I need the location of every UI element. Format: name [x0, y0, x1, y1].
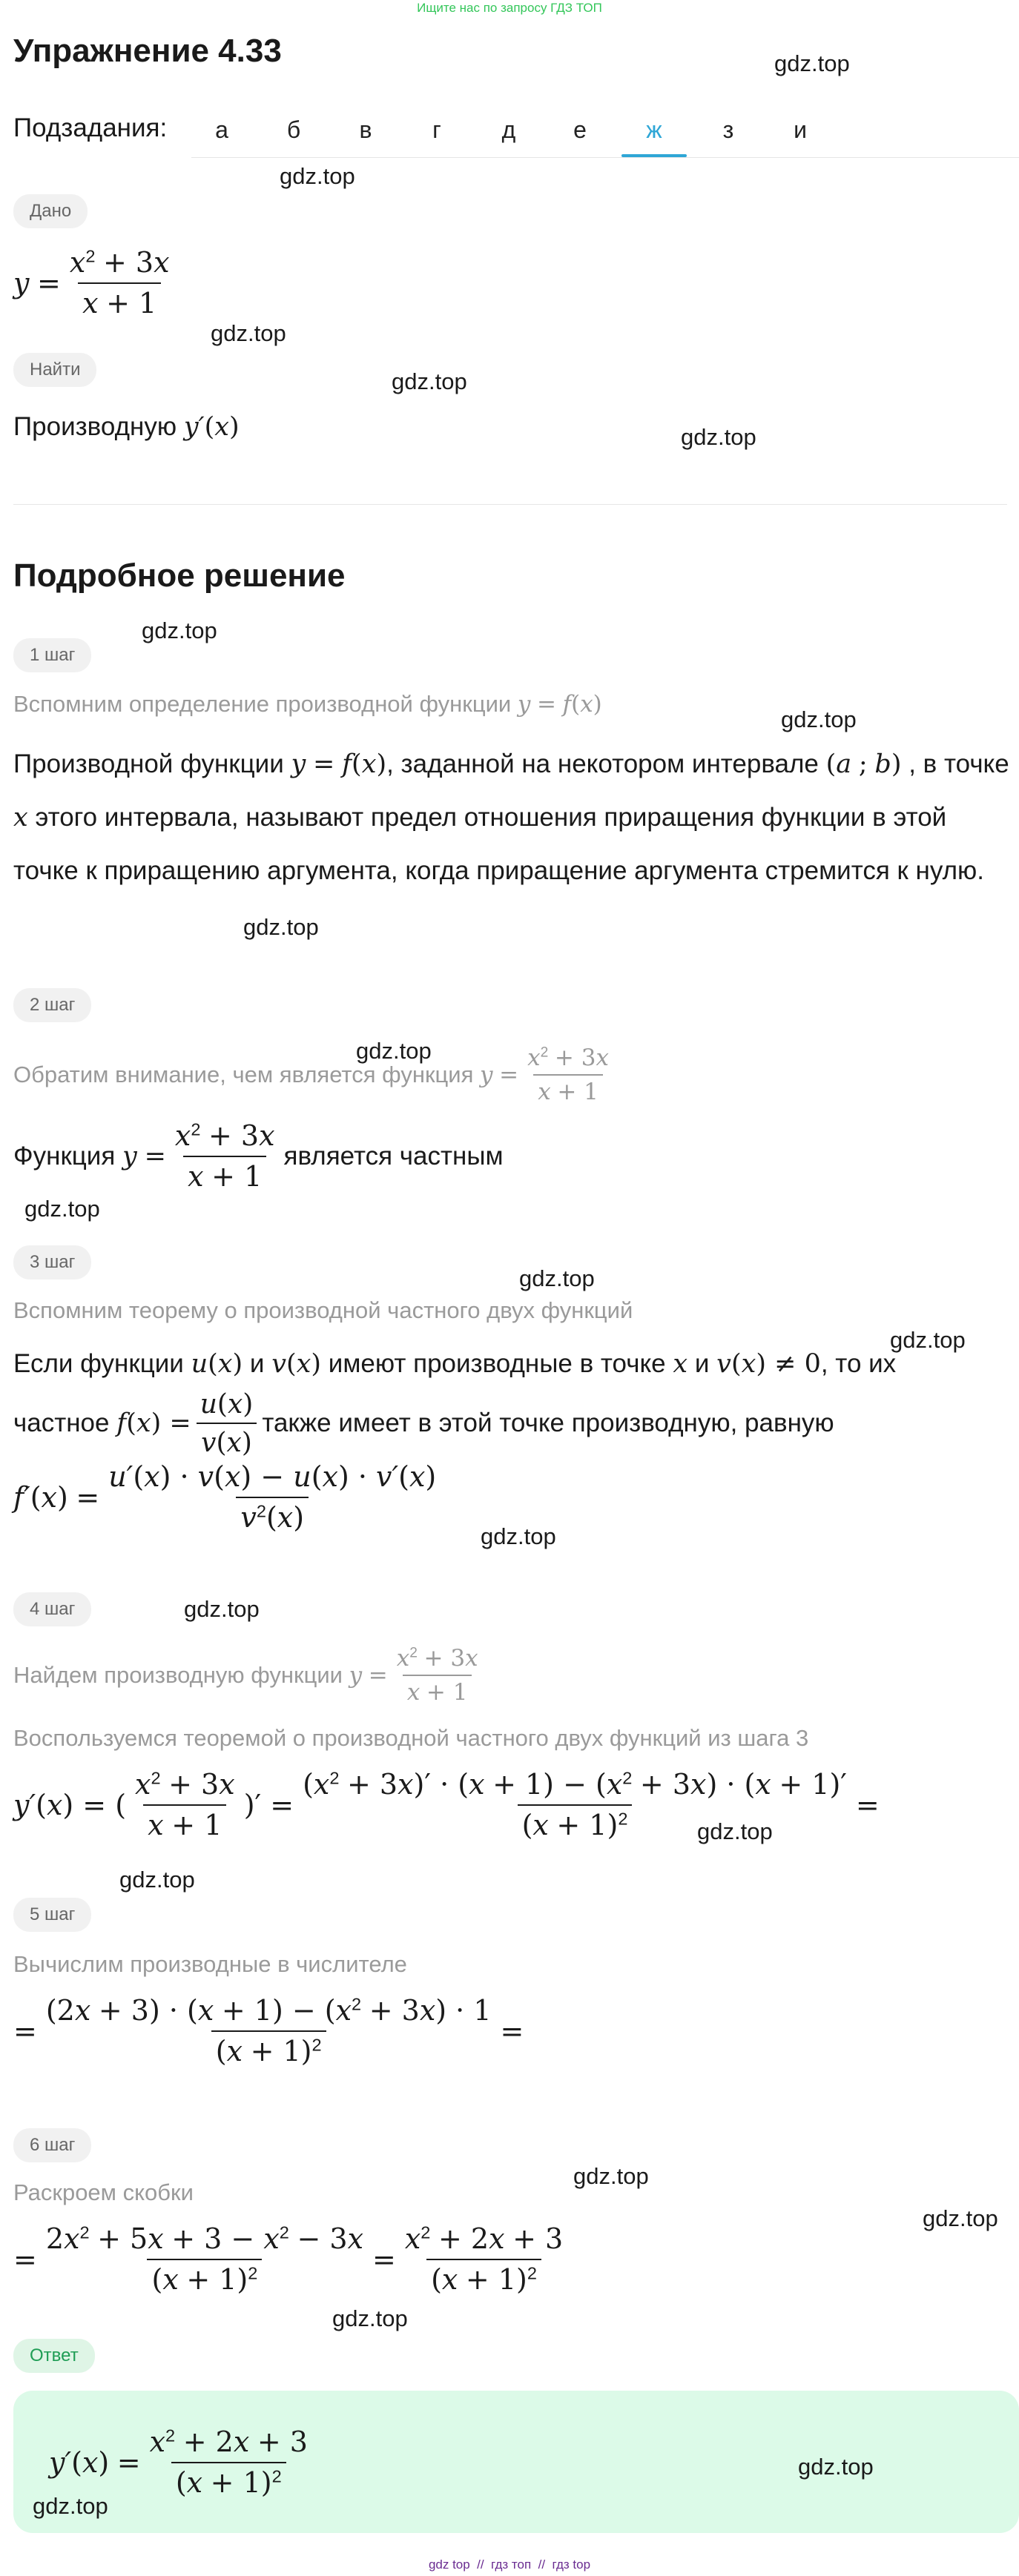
- find-text: Производную y′ ( x ): [13, 412, 240, 442]
- step-1-text-p1: Производной функции: [13, 749, 284, 778]
- step-2-lead: Обратим внимание, чем является функция y = $\frac{x^2 + 3x}{x + 1}$: [13, 1044, 609, 1105]
- watermark: gdz.top: [519, 1265, 595, 1291]
- step-1-text-p3: , в точке: [908, 749, 1009, 778]
- step-3-text-p7: также имеет в этой точке производную, равную: [262, 1408, 834, 1437]
- step-4-formula: y′ ( x ) = ( $\frac{x^2 + 3x}{x + 1}$ )′ = $\frac{(x^2 + 3x)' \cdot (x + 1) - (x^2 + 3x) \cdot (x + 1)'}{(x + 1)^2}$ =: [13, 1768, 880, 1841]
- step-3-formula: f′ ( x ) = $\frac{u'(x) \cdot v(x) - u(x) \cdot v'(x)}{v^2(x)}$: [13, 1460, 437, 1534]
- section-divider: [13, 504, 1007, 505]
- step-1-text: Производной функции y = f(x), заданной на некотором интервале (a ; b) , в точке x этого интервала, называют предел отношения приращения функции в этой точке к приращению аргумента, когда приращение аргумента стремится к нулю.: [13, 749, 1009, 885]
- tab-i[interactable]: и: [794, 116, 807, 143]
- tab-v[interactable]: в: [359, 116, 372, 143]
- watermark: gdz.top: [332, 2305, 408, 2331]
- page-title: Упражнение 4.33: [13, 33, 282, 69]
- tab-g[interactable]: г: [432, 116, 441, 143]
- step-6-lead: Раскроем скобки: [13, 2179, 194, 2205]
- watermark: gdz.top: [24, 1196, 100, 1222]
- watermark: gdz.top: [119, 1867, 195, 1893]
- watermark: gdz.top: [184, 1596, 260, 1622]
- watermark: gdz.top: [774, 50, 850, 76]
- step-3-text-p2: и: [249, 1349, 265, 1378]
- subtasks-divider: [191, 157, 1019, 158]
- active-tab-underline: [621, 154, 687, 157]
- subtasks-label: Подзадания:: [13, 113, 168, 142]
- watermark: gdz.top: [573, 2163, 649, 2189]
- watermark: gdz.top: [681, 424, 756, 450]
- step-1-text-p2: , заданной на некотором интервале: [386, 749, 819, 778]
- find-badge: Найти: [13, 353, 96, 387]
- given-formula: y = $\frac{x^2 + 3x}{x + 1}$: [13, 246, 170, 319]
- watermark: gdz.top: [142, 617, 217, 643]
- watermark: gdz.top: [33, 2493, 108, 2519]
- tab-b[interactable]: б: [286, 116, 301, 143]
- tab-e[interactable]: е: [573, 116, 587, 143]
- step-2-text-p1: Функция: [13, 1142, 116, 1171]
- step-4-lead-text: Найдем производную функции: [13, 1662, 343, 1688]
- find-label-text: Производную: [13, 412, 177, 441]
- watermark: gdz.top: [356, 1038, 432, 1064]
- given-badge: Дано: [13, 194, 88, 228]
- step-4-lead: Найдем производную функции y = $\frac{x^2 + 3x}{x + 1}$: [13, 1645, 478, 1706]
- solution-title: Подробное решение: [13, 557, 346, 594]
- step-3-text-p5: , то их: [820, 1349, 897, 1378]
- step-4-badge: 4 шаг: [13, 1592, 91, 1626]
- watermark: gdz.top: [781, 706, 857, 732]
- step-3-text-p3: имеют производные в точке: [328, 1349, 666, 1378]
- step-3-text-p1: Если функции: [13, 1349, 184, 1378]
- step-2-badge: 2 шаг: [13, 988, 91, 1022]
- step-3-lead: Вспомним теорему о производной частного двух функций: [13, 1297, 633, 1323]
- tab-a[interactable]: а: [215, 116, 228, 143]
- watermark: gdz.top: [798, 2454, 874, 2480]
- step-5-lead: Вычислим производные в числителе: [13, 1951, 407, 1977]
- step-6-badge: 6 шаг: [13, 2128, 91, 2162]
- watermark: gdz.top: [697, 1818, 773, 1844]
- step-3-badge: 3 шаг: [13, 1245, 91, 1279]
- step-5-badge: 5 шаг: [13, 1898, 91, 1932]
- step-4-lead-2: Воспользуемся теоремой о производной частного двух функций из шага 3: [13, 1725, 809, 1751]
- step-3-line-1: Если функции u ( x ) и v ( x ) имеют производные в точке x и v ( x ) ≠ 0 , то их: [13, 1349, 897, 1379]
- step-3-line-2: частное f ( x ) = $\frac{u(x)}{v(x)}$ также имеет в этой точке производную, равную: [13, 1389, 834, 1458]
- watermark: gdz.top: [392, 368, 467, 394]
- watermark: gdz.top: [280, 163, 355, 189]
- watermark: gdz.top: [243, 914, 319, 940]
- step-2-text-p2: является частным: [283, 1142, 504, 1171]
- step-2-lead-text: Обратим внимание, чем является функция: [13, 1062, 474, 1087]
- watermark: gdz.top: [211, 320, 286, 346]
- tab-z[interactable]: з: [722, 116, 734, 143]
- tab-d[interactable]: д: [501, 116, 516, 143]
- watermark: gdz.top: [923, 2205, 998, 2231]
- step-3-text-p6: частное: [13, 1408, 110, 1437]
- step-6-formula: = $\frac{2x^2 + 5x + 3 - x^2 - 3x}{(x + 1)^2}$ = $\frac{x^2 + 2x + 3}{(x + 1)^2}$: [13, 2222, 564, 2296]
- footer-links[interactable]: gdz top // гдз топ // гдз top: [428, 2557, 591, 2572]
- top-banner[interactable]: Ищите нас по запросу ГДЗ ТОП: [417, 1, 602, 15]
- step-1-badge: 1 шаг: [13, 638, 91, 672]
- answer-formula: y′ ( x ) = $\frac{x^2 + 2x + 3}{(x + 1)^2}$: [49, 2426, 308, 2499]
- tab-zh[interactable]: ж: [646, 116, 662, 143]
- step-2-text: Функция y = $\frac{x^2 + 3x}{x + 1}$ является частным: [13, 1119, 504, 1193]
- step-1-lead: Вспомним определение производной функции y = f ( x ): [13, 691, 602, 718]
- watermark: gdz.top: [890, 1327, 966, 1353]
- answer-badge: Ответ: [13, 2339, 95, 2373]
- watermark: gdz.top: [481, 1523, 556, 1549]
- step-5-formula: = $\frac{(2x + 3) \cdot (x + 1) - (x^2 + 3x) \cdot 1}{(x + 1)^2}$ =: [13, 1994, 524, 2067]
- step-3-text-p4: и: [694, 1349, 710, 1378]
- step-1-text-p4: этого интервала, называют предел отношения приращения функции в этой точке к приращению аргумента, когда приращение аргумента стремится к нулю.: [13, 803, 985, 885]
- step-1-lead-text: Вспомним определение производной функции: [13, 691, 512, 717]
